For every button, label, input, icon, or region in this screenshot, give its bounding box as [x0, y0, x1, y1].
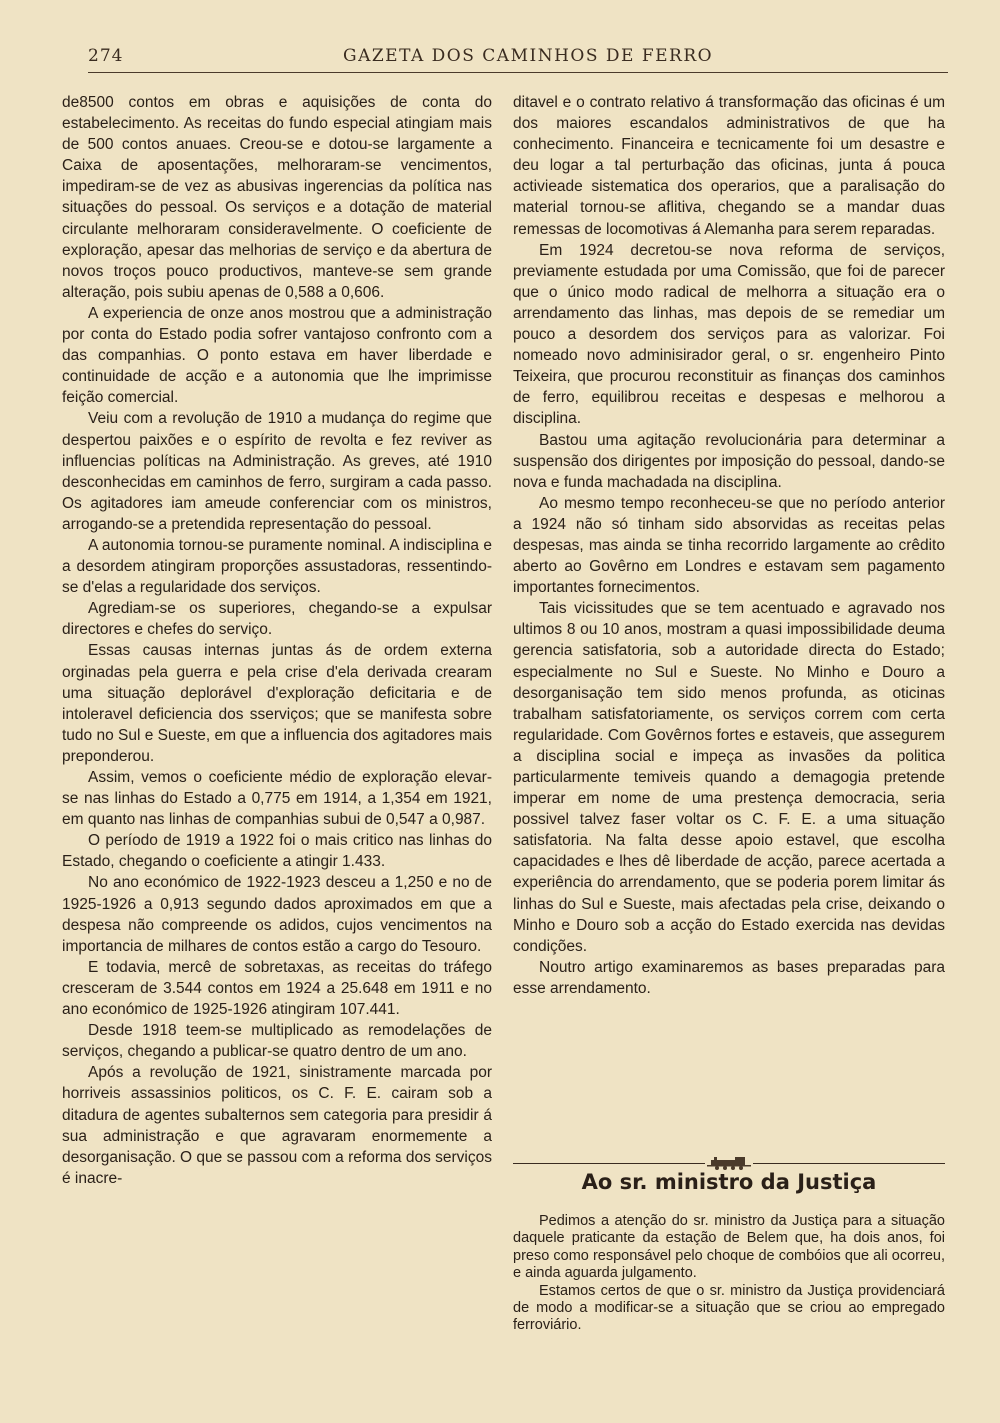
left-column	[62, 92, 492, 1189]
paragraph: Agrediam-se os superiores, chegando-se a expulsar directores e chefes do serviço.	[62, 600, 492, 639]
paragraph: Assim, vemos o coeficiente médio de exploração elevar-se nas linhas do Estado a 0,775 em 1914, a 1,354 em 1921, em quanto nas linhas de companhias subui de 0,547 a 0,987.	[62, 769, 492, 829]
section-heading: Ao sr. ministro da Justiça	[581, 1170, 877, 1194]
paragraph: ditavel e o contrato relativo á transformação das oficinas é um dos maiores escandalos administrativos de que ha conhecimento. Financeira e tecnicamente foi um desastre e deu logar a tal perturbação das oficinas, junta á pouca activieade sistematica dos operarios, que a paralisação do material tornou-se aflitiva, chegando se a mandar duas remessas de locomotivas á Alemanha para serem reparadas.	[513, 94, 945, 238]
paragraph: Essas causas internas juntas ás de ordem externa orginadas pela guerra e pela crise d'ela derivada crearam uma situação deplorável d'exploração deficitaria e de intoleravel deficiencia dos sserviços; que se manifesta sobre tudo no Sul e Sueste, em que a influencia dos agitadores mais preponderou.	[62, 642, 492, 765]
paragraph: E todavia, mercê de sobretaxas, as receitas do tráfego cresceram de 3.544 contos em 1924 a 25.648 em 1911 e no ano económico de 1925-1926 atingiram 107.441.	[62, 958, 492, 1019]
journal-title: GAZETA DOS CAMINHOS DE FERRO	[343, 46, 714, 66]
paragraph: Após a revolução de 1921, sinistramente marcada por horriveis assassinios politicos, os C. F. E. cairam sob a ditadura de agentes subalternos sem categoria para presidir á sua administração e que agravaram enormemente a desorganisação. O que se passou com a reforma dos serviços é inacre-	[62, 1064, 492, 1187]
notice-text	[513, 1213, 945, 1335]
paragraph: Tais vicissitudes que se tem acentuado e agravado nos ultimos 8 ou 10 anos, mostram a quasi impossibilidade deuma gerencia satisfatoria, sob a autoridade directa do Estado; especialmente no Sul e Sueste. No Minho e Douro a desorganisação tem sido menos profunda, as oticinas trabalham satisfatoriamente, os serviços correm com certa regularidade. Com Govêrnos fortes e estaveis, que assegurem a disciplina social e impeça as invasões da politica particularmente temiveis quando a demagogia pretende imperar em nome de uma prestença democracia, seria possivel talvez faser voltar os C. F. E. a uma situação satisfatoria. Na falta desse apoio estavel, que escolha capacidades e lhes dê liberdade de acção, parece acertada a experiência do arrendamento, que se poderia porem limitar ás linhas do Sul e Sueste, mais afectadas pela crise, deixando o Minho e Douro sob a acção do Estado exercida nas devidas condições.	[513, 600, 945, 955]
paragraph: Noutro artigo examinaremos as bases preparadas para esse arrendamento.	[513, 958, 945, 997]
paragraph: Veiu com a revolução de 1910 a mudança do regime que despertou paixões e o espírito de revolta e fez reviver as influencias políticas na Administração. As greves, até 1910 desconhecidas em caminhos de ferro, surgiram a cada passo. Os agitadores iam ameude conferenciar com os ministros, arrogando-se a pretendida representação do pessoal.	[62, 410, 492, 533]
paragraph: Ao mesmo tempo reconheceu-se que no período anterior a 1924 não só tinham sido absorvidas as receitas pelas despesas, mas ainda se tinha recorrido largamente ao crêdito aberto ao Govêrno em Londres e estavam sem pagamento importantes fornecimentos.	[513, 494, 945, 597]
paragraph: A experiencia de onze anos mostrou que a administração por conta do Estado podia sofrer vantajoso confronto com a das companhias. O ponto estava em haver liberdade e continuidade de acção e a autonomia que lhe imprimisse feição comercial.	[62, 304, 492, 407]
paragraph: Estamos certos de que o sr. ministro da Justiça providenciará de modo a modificar-se a situação que se criou ao empregado ferroviário.	[513, 1282, 945, 1334]
paragraph: Pedimos a atenção do sr. ministro da Justiça para a situação daquele praticante da estação de Belem que, ha dois anos, foi preso como responsável pelo choque de combóios que ali ocorreu, e ainda aguarda julgamento.	[513, 1213, 945, 1282]
paragraph: Em 1924 decretou-se nova reforma de serviços, previamente estudada por uma Comissão, que foi de parecer que o único modo radical de melhorra a situação era o arrendamento das linhas, mas depois de se remediar um pouco a desordem dos serviços para as valorizar. Foi nomeado novo adminisirador geral, o sr. engenheiro Pinto Teixeira, que procurou reconstituir as finanças dos caminhos de ferro, equilibrou receitas e despesas e melhorou a disciplina.	[513, 241, 945, 428]
paragraph: A autonomia tornou-se puramente nominal. A indisciplina e a desordem atingiram proporções assustadoras, ressentindo-se d'elas a regularidade dos serviços.	[62, 536, 492, 597]
page-number: 274	[88, 46, 124, 66]
section-separator	[513, 1155, 945, 1169]
paragraph: Bastou uma agitação revolucionária para determinar a suspensão dos dirigentes por imposição do pessoal, dando-se nova e funda machadada na disciplina.	[513, 431, 945, 491]
page-header	[88, 46, 948, 73]
paragraph: O período de 1919 a 1922 foi o mais critico nas linhas do Estado, chegando o coeficiente a atingir 1.433.	[62, 832, 492, 871]
paragraph: de8500 contos em obras e aquisições de conta do estabelecimento. As receitas do fundo especial atingiam mais de 500 contos anuaes. Creou-se e dotou-se largamente a Caixa de aposentações, melhoraram-se vencimentos, impediram-se de vez as abusivas ingerencias da política nas situações do pessoal. Os serviços e a dotação de material circulante melhoraram consideravelmente. O coeficiente de exploração, apesar das melhorias de serviço e da abertura de novos troços pouco productivos, manteve-se sem grande alteração, pois subiu apenas de 0,588 a 0,606.	[62, 94, 492, 301]
paragraph: Desde 1918 teem-se multiplicado as remodelações de serviços, chegando a publicar-se quatro dentro de um ano.	[62, 1022, 492, 1061]
right-column	[513, 92, 945, 999]
paragraph: No ano económico de 1922-1923 desceu a 1,250 e no de 1925-1926 a 0,913 segundo dados aproximados em que a despesa não compreende os adidos, cujos vencimentos na importancia de milhares de contos estão a cargo do Tesouro.	[62, 874, 492, 955]
locomotive-icon	[705, 1155, 753, 1169]
